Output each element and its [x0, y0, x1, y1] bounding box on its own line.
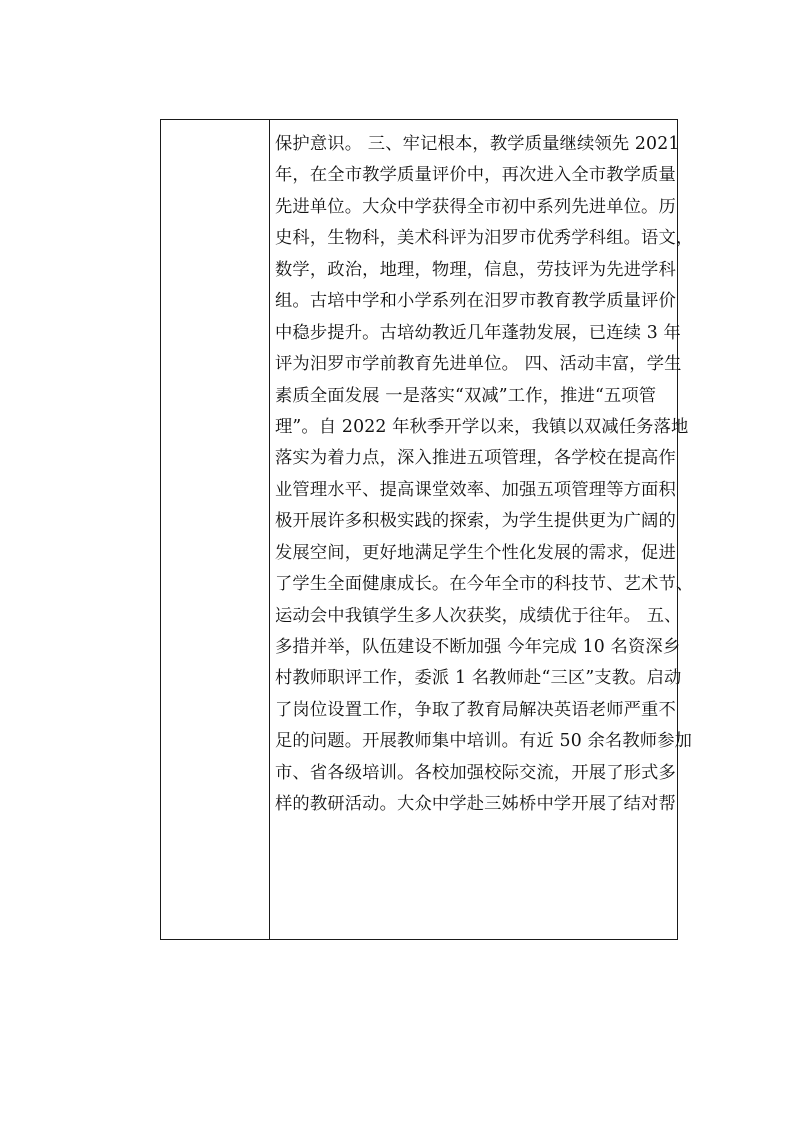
- text-line: 素质全面发展 一是落实“双减”工作，推进“五项管: [275, 385, 657, 406]
- text-line: 评为汨罗市学前教育先进单位。 四、活动丰富，学生: [275, 354, 682, 375]
- report-body-text: [275, 129, 694, 821]
- text-line: 业管理水平、提高课堂效率、加强五项管理等方面积: [275, 479, 676, 500]
- text-line: 保护意识。 三、牢记根本，教学质量继续领先 2021: [275, 134, 680, 154]
- text-line: 多措并举，队伍建设不断加强 今年完成 10 名资深乡: [275, 637, 681, 657]
- text-line: 了学生全面健康成长。在今年全市的科技节、艺术节、: [275, 574, 694, 595]
- text-line: 年，在全市教学质量评价中，再次进入全市教学质量: [275, 165, 676, 186]
- text-line: 了岗位设置工作，争取了教育局解决英语老师严重不: [275, 699, 676, 720]
- text-line: 发展空间，更好地满足学生个性化发展的需求，促进: [275, 542, 676, 563]
- table-left-cell: [161, 120, 270, 939]
- text-line: 中稳步提升。古培幼教近几年蓬勃发展，已连续 3 年: [275, 322, 681, 343]
- text-line: 组。古培中学和小学系列在汨罗市教育教学质量评价: [275, 291, 676, 312]
- text-line: 市、省各级培训。各校加强校际交流，开展了形式多: [275, 762, 676, 783]
- document-table: [160, 119, 694, 940]
- table-content-cell: [270, 120, 694, 939]
- text-line: 极开展许多积极实践的探索，为学生提供更为广阔的: [275, 511, 676, 532]
- text-line: 足的问题。开展教师集中培训。有近 50 余名教师参加: [275, 731, 693, 752]
- text-line: 数学，政治，地理，物理，信息，劳技评为先进学科: [275, 259, 676, 280]
- text-line: 运动会中我镇学生多人次获奖，成绩优于往年。 五、: [275, 605, 682, 626]
- text-line: 样的教研活动。大众中学赴三姊桥中学开展了结对帮: [275, 794, 676, 815]
- text-line: 理”。自 2022 年秋季开学以来，我镇以双减任务落地: [275, 416, 689, 437]
- text-line: 落实为着力点，深入推进五项管理，各学校在提高作: [275, 448, 676, 469]
- text-line: 村教师职评工作，委派 1 名教师赴“三区”支教。启动: [275, 668, 682, 689]
- text-line: 先进单位。大众中学获得全市初中系列先进单位。历: [275, 196, 676, 217]
- text-line: 史科，生物科，美术科评为汨罗市优秀学科组。语文，: [275, 228, 694, 249]
